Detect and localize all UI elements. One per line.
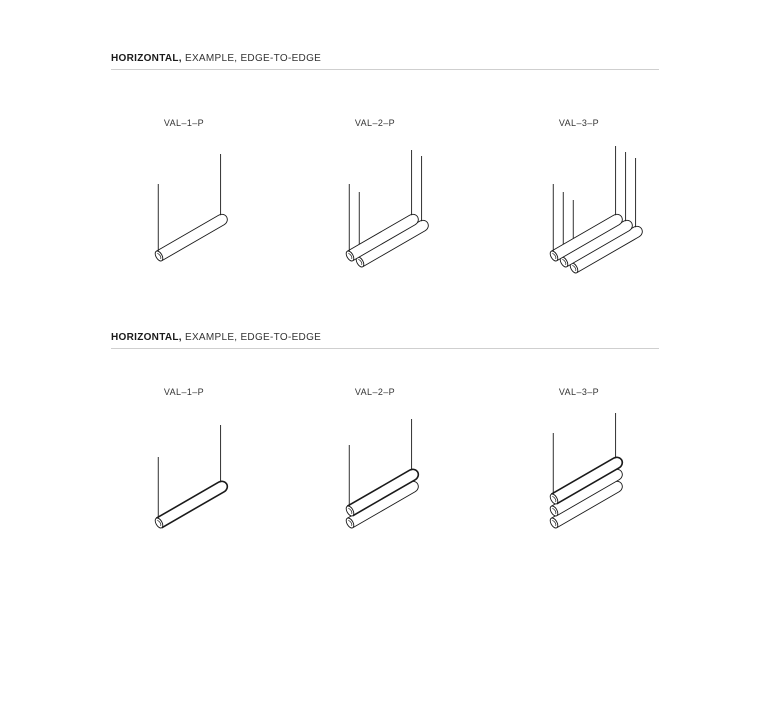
- section-2-item-1: [114, 387, 254, 557]
- item-label: VAL–1–P: [163, 118, 205, 128]
- tube: [154, 481, 228, 529]
- item-label: VAL–3–P: [558, 387, 600, 397]
- val-3-p-stacked-drawing: [509, 405, 649, 555]
- section-1-item-2: [305, 118, 445, 288]
- section-1-item-3: [509, 118, 649, 288]
- val-3-p-side-by-side-drawing: [509, 136, 649, 286]
- section-2-item-3: [509, 387, 649, 557]
- val-1-p-side-by-side-drawing: [114, 136, 254, 286]
- section-1-item-1: [114, 118, 254, 288]
- section-2-divider: [111, 348, 659, 349]
- tube-body: [156, 481, 227, 527]
- section-1-header-bold: HORIZONTAL,: [111, 53, 182, 64]
- section-1-header: [111, 53, 321, 64]
- val-2-p-stacked-drawing: [305, 405, 445, 555]
- section-2-header-bold: HORIZONTAL,: [111, 332, 182, 343]
- item-label: VAL–1–P: [163, 387, 205, 397]
- section-2-header: [111, 332, 321, 343]
- section-1-divider: [111, 69, 659, 70]
- val-2-p-side-by-side-drawing: [305, 136, 445, 286]
- item-label: VAL–2–P: [354, 387, 396, 397]
- section-2-header-light: EXAMPLE, EDGE-TO-EDGE: [181, 332, 322, 343]
- val-1-p-stacked-drawing: [114, 405, 254, 555]
- tube-body: [156, 214, 227, 260]
- item-label: VAL–3–P: [558, 118, 600, 128]
- section-2-item-2: [305, 387, 445, 557]
- section-1-header-light: EXAMPLE, EDGE-TO-EDGE: [181, 53, 322, 64]
- tube: [154, 214, 228, 262]
- item-label: VAL–2–P: [354, 118, 396, 128]
